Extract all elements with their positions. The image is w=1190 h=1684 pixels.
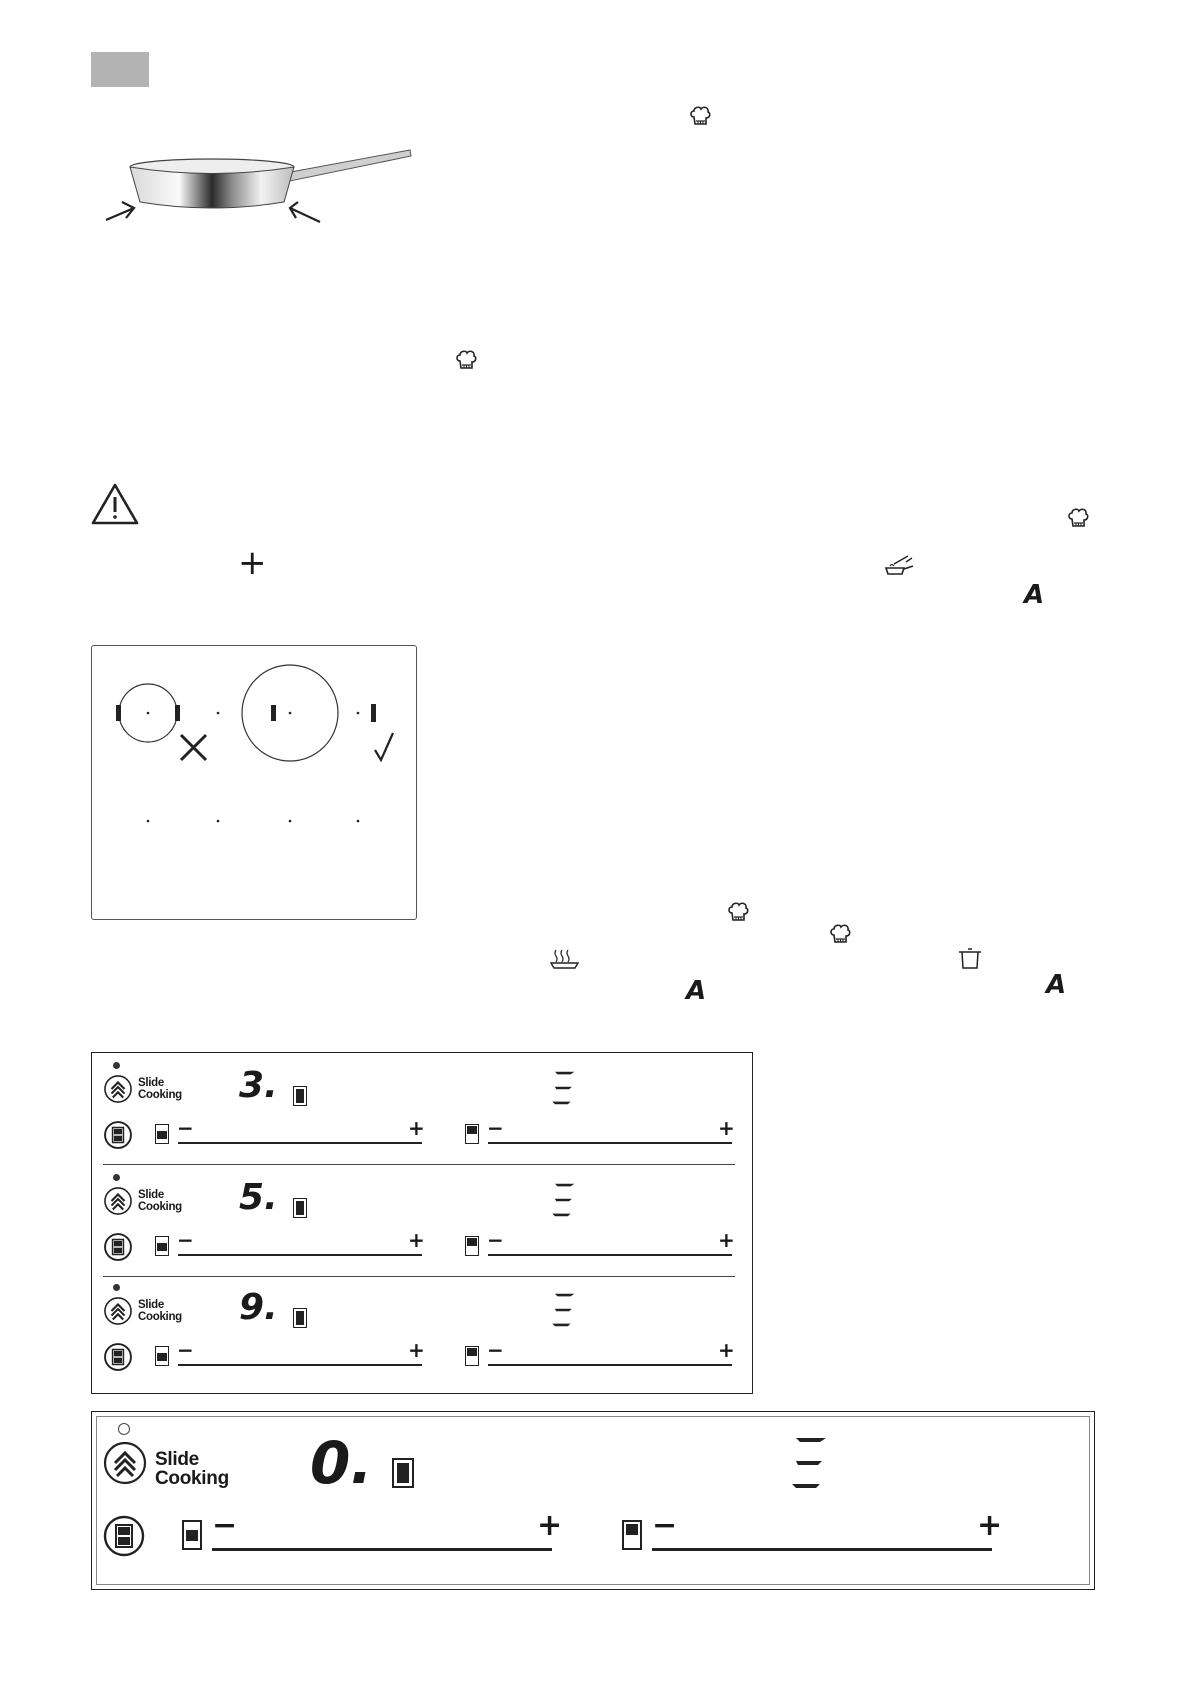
row-divider — [103, 1276, 735, 1277]
minus-button-left[interactable]: − — [177, 1338, 194, 1362]
zone-right-front-indicator — [622, 1520, 642, 1550]
slide-cooking-button[interactable] — [102, 1440, 148, 1491]
zone-select-button[interactable] — [103, 1232, 133, 1267]
slide-cooking-button[interactable] — [103, 1296, 133, 1331]
hob-zone-diagram — [91, 645, 417, 920]
power-level-display: 3. — [239, 1065, 278, 1106]
zone-display-idle — [551, 1182, 577, 1223]
zone-display-idle — [551, 1070, 577, 1111]
slide-cooking-button[interactable] — [103, 1074, 133, 1109]
pot-icon — [958, 948, 982, 970]
zone-indicator — [293, 1198, 307, 1218]
minus-button-left[interactable]: − — [212, 1508, 238, 1543]
slider-right[interactable] — [488, 1364, 732, 1366]
slider-left[interactable] — [178, 1142, 422, 1144]
slide-cooking-label: Slide Cooking — [138, 1189, 182, 1213]
minus-button-left[interactable]: − — [177, 1228, 194, 1252]
chef-hat-icon — [828, 922, 852, 946]
power-level-display: 0. — [310, 1429, 373, 1497]
slide-cooking-label: Slide Cooking — [138, 1299, 182, 1323]
chef-hat-icon — [454, 348, 478, 372]
indicator-led — [118, 1423, 130, 1435]
control-panel-large — [91, 1411, 1095, 1590]
section-marker-box — [91, 52, 149, 87]
zone-select-button[interactable] — [103, 1120, 133, 1155]
row-divider — [103, 1164, 735, 1165]
zone-display-idle — [790, 1436, 830, 1495]
slider-right[interactable] — [488, 1142, 732, 1144]
minus-button-right[interactable]: − — [487, 1228, 504, 1252]
plus-button-left[interactable]: + — [537, 1508, 563, 1543]
slider-right[interactable] — [652, 1548, 992, 1551]
zone-select-button[interactable] — [103, 1342, 133, 1377]
zone-right-front-indicator — [465, 1236, 479, 1256]
plus-button-right[interactable]: + — [977, 1508, 1003, 1543]
slide-cooking-label: Slide Cooking — [155, 1449, 229, 1489]
plus-icon: + — [238, 543, 267, 583]
auto-a-icon: A — [686, 976, 707, 1006]
slide-cooking-label: Slide Cooking — [138, 1077, 182, 1101]
power-level-display: 9. — [239, 1287, 278, 1328]
slider-left[interactable] — [212, 1548, 552, 1551]
panel-row — [91, 1280, 751, 1390]
panel-row — [91, 1058, 751, 1168]
chef-hat-icon — [1066, 506, 1090, 530]
slider-right[interactable] — [488, 1254, 732, 1256]
zone-left-front-indicator — [155, 1124, 169, 1144]
plus-button-left[interactable]: + — [408, 1338, 425, 1362]
zone-indicator — [293, 1308, 307, 1328]
zone-right-front-indicator — [465, 1124, 479, 1144]
plus-button-left[interactable]: + — [408, 1116, 425, 1140]
zone-display-idle — [551, 1292, 577, 1333]
slide-cooking-button[interactable] — [103, 1186, 133, 1221]
zone-right-front-indicator — [465, 1346, 479, 1366]
auto-a-icon: A — [1024, 580, 1045, 610]
slider-left[interactable] — [178, 1254, 422, 1256]
plus-button-right[interactable]: + — [718, 1116, 735, 1140]
minus-button-left[interactable]: − — [177, 1116, 194, 1140]
warning-triangle-icon — [90, 482, 140, 526]
frying-pan-illustration — [100, 140, 420, 235]
auto-a-icon: A — [1046, 970, 1067, 1000]
power-level-display: 5. — [239, 1177, 278, 1218]
panel-row — [91, 1170, 751, 1280]
minus-button-right[interactable]: − — [652, 1508, 678, 1543]
slider-left[interactable] — [178, 1364, 422, 1366]
minus-button-right[interactable]: − — [487, 1338, 504, 1362]
frying-pan-icon — [884, 554, 916, 578]
zone-indicator — [293, 1086, 307, 1106]
plus-button-left[interactable]: + — [408, 1228, 425, 1252]
zone-left-front-indicator — [182, 1520, 202, 1550]
chef-hat-icon — [726, 900, 750, 924]
zone-left-front-indicator — [155, 1236, 169, 1256]
plus-button-right[interactable]: + — [718, 1228, 735, 1252]
zone-indicator — [392, 1458, 414, 1488]
zone-left-front-indicator — [155, 1346, 169, 1366]
chef-hat-icon — [688, 104, 712, 128]
indicator-led — [113, 1062, 120, 1069]
plus-button-right[interactable]: + — [718, 1338, 735, 1362]
indicator-led — [113, 1284, 120, 1291]
steaming-pot-icon — [550, 948, 580, 970]
minus-button-right[interactable]: − — [487, 1116, 504, 1140]
zone-select-button[interactable] — [102, 1514, 146, 1563]
indicator-led — [113, 1174, 120, 1181]
